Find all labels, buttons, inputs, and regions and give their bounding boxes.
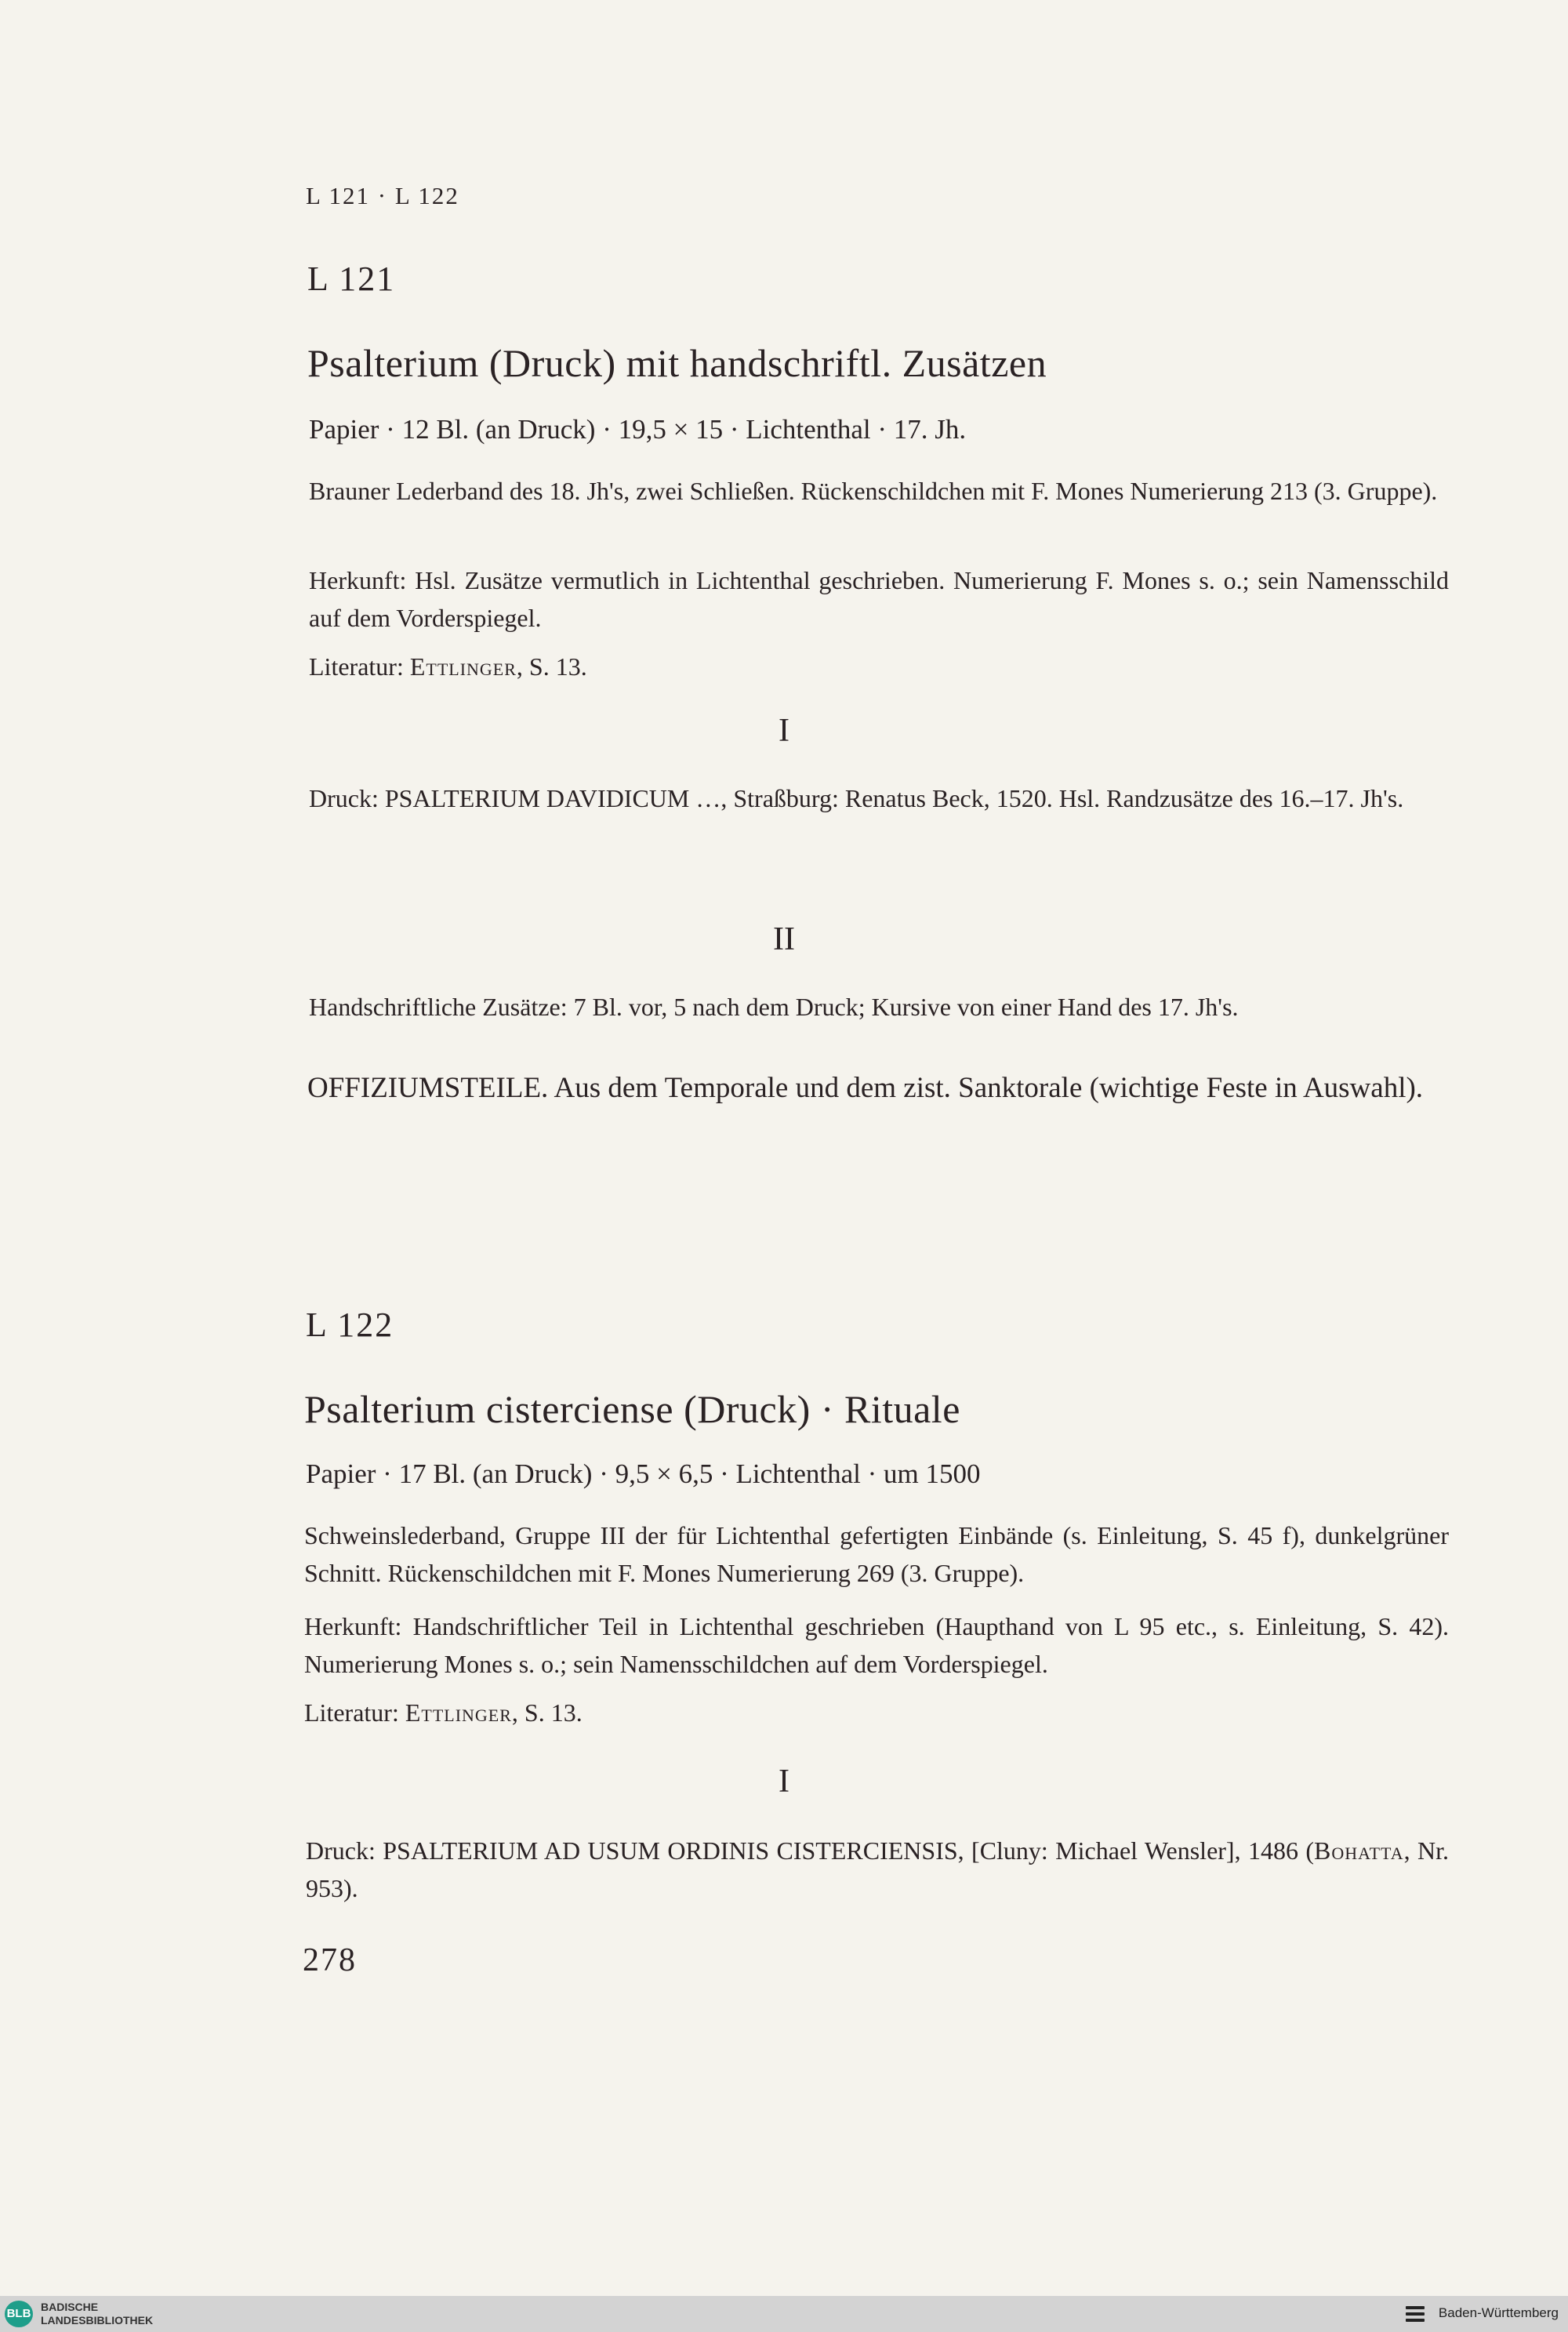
entry-signature-l121: L 121 <box>307 260 396 298</box>
library-name[interactable] <box>41 2301 153 2327</box>
part-text-main: Druck: PSALTERIUM AD USUM ORDINIS CISTERCIENSIS, [Cluny: Michael Wensler], 1486 ( <box>306 1836 1315 1865</box>
entry-title-l122: Psalterium cisterciense (Druck) · Rituale <box>304 1387 960 1431</box>
running-head: L 121 · L 122 <box>306 182 459 209</box>
entry-provenance-l121: Herkunft: Hsl. Zusätze vermutlich in Lichtenthal geschrieben. Numerierung F. Mones s. o.; sein Namensschild auf dem Vorderspiegel. <box>309 566 1449 632</box>
entry-provenance-l122: Herkunft: Handschriftlicher Teil in Lichtenthal geschrieben (Haupthand von L 95 etc., s. Einleitung, S. 42). Numerierung Mones s. o.; sein Namensschildchen auf dem Vorderspiegel. <box>304 1612 1449 1678</box>
entry-literature-l121 <box>309 648 1449 685</box>
entry-signature-l122: L 122 <box>306 1306 394 1344</box>
library-name-line2: LANDESBIBLIOTHEK <box>41 2314 154 2327</box>
baden-wuerttemberg-lions-icon <box>1403 2302 1427 2326</box>
part-text-l121-ii: Handschriftliche Zusätze: 7 Bl. vor, 5 nach dem Druck; Kursive von einer Hand des 17. Jh's. <box>309 993 1239 1021</box>
library-name-line1: BADISCHE <box>41 2301 99 2313</box>
part-text-author: Bohatta <box>1314 1836 1404 1865</box>
part-content-l121-ii: OFFIZIUMSTEILE. Aus dem Temporale und dem zist. Sanktorale (wichtige Feste in Auswahl). <box>307 1072 1424 1104</box>
literature-label: Literatur: <box>309 652 410 681</box>
entry-title-l121: Psalterium (Druck) mit handschriftl. Zusätzen <box>307 341 1047 385</box>
literature-page: , S. 13. <box>516 652 587 681</box>
literature-page: , S. 13. <box>511 1698 583 1727</box>
entry-literature-l122 <box>304 1694 1449 1731</box>
entry-meta-l121: Papier · 12 Bl. (an Druck) · 19,5 × 15 · Lichtenthal · 17. Jh. <box>309 414 967 445</box>
entry-binding-l122: Schweinslederband, Gruppe III der für Lichtenthal gefertigten Einbände (s. Einleitung, S. 45 f), dunkelgrüner Schnitt. Rückenschildchen mit F. Mones Numerierung 269 (3. Gruppe). <box>304 1521 1449 1587</box>
part-numeral-l121-i: I <box>779 713 789 749</box>
literature-author: Ettlinger <box>405 1698 512 1727</box>
part-numeral-l121-ii: II <box>773 921 795 957</box>
literature-author: Ettlinger <box>409 652 517 681</box>
blb-logo-icon[interactable]: BLB <box>5 2301 33 2327</box>
literature-label: Literatur: <box>304 1698 405 1727</box>
page-number: 278 <box>303 1942 357 1978</box>
part-numeral-l122-i: I <box>779 1764 789 1800</box>
entry-binding-l121: Brauner Lederband des 18. Jh's, zwei Schließen. Rückenschildchen mit F. Mones Numerierung 213 (3. Gruppe). <box>309 477 1438 505</box>
part-text-end: , Nr. 953). <box>306 1836 1450 1902</box>
part-text-l121-i: Druck: PSALTERIUM DAVIDICUM …, Straßburg: Renatus Beck, 1520. Hsl. Randzusätze des 16.–17. Jh's. <box>309 784 1404 812</box>
part-text-l122-i <box>306 1832 1449 1907</box>
entry-meta-l122: Papier · 17 Bl. (an Druck) · 9,5 × 6,5 · Lichtenthal · um 1500 <box>306 1458 981 1489</box>
state-label[interactable]: Baden-Württemberg <box>1438 2305 1559 2320</box>
viewer-footer-bar <box>0 2296 1568 2332</box>
